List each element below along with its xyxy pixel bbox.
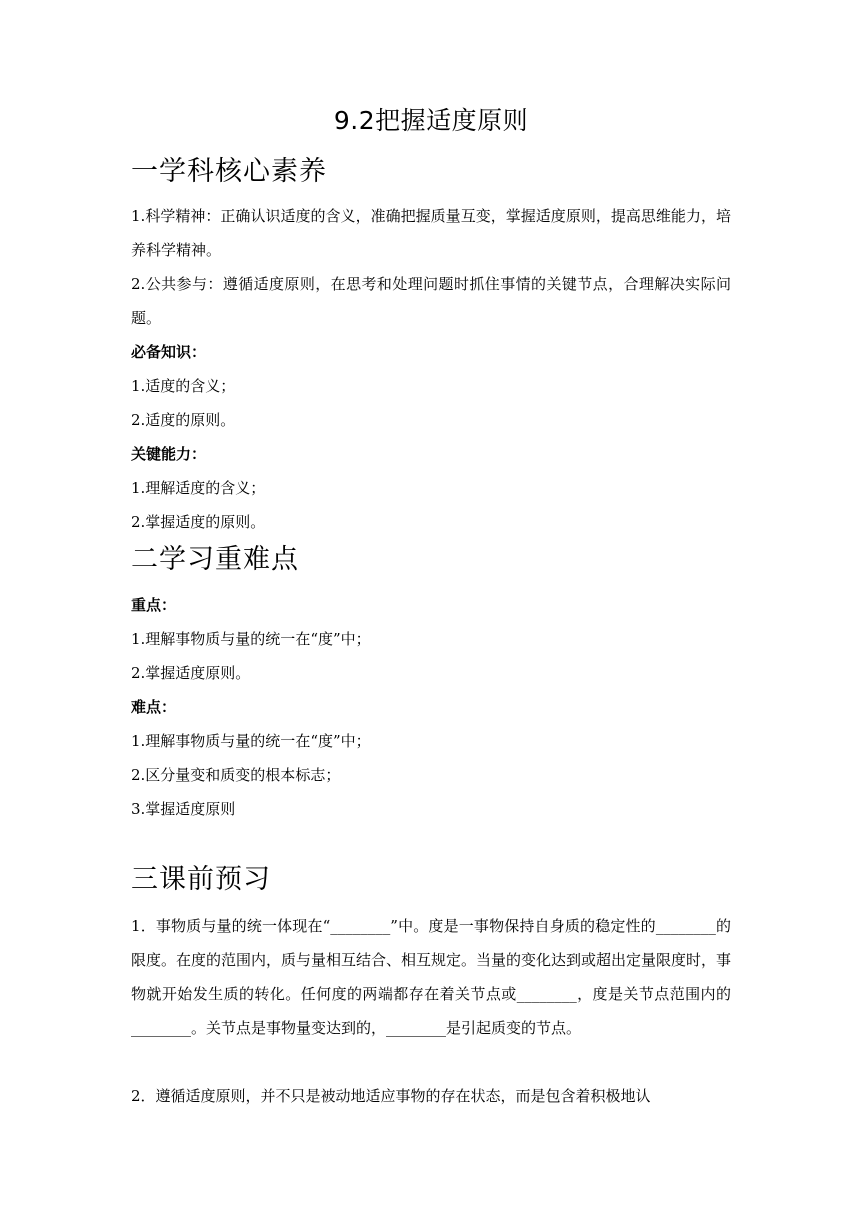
section-heading-key-difficult-points: 二学习重难点	[131, 544, 299, 575]
section-heading-core-literacy: 一学科核心素养	[131, 156, 327, 187]
document-title: 9.2把握适度原则	[333, 106, 529, 135]
list-item: 1.理解事物质与量的统一在“度”中；	[131, 630, 371, 648]
list-item: 2.适度的原则。	[131, 411, 236, 429]
list-item: 2.掌握适度原则。	[131, 664, 251, 682]
paragraph-scientific-spirit: 1.科学精神：正确认识适度的含义，准确把握质量互变，掌握适度原则，提高思维能力，培养科学精神。	[131, 207, 731, 259]
label-required-knowledge: 必备知识：	[131, 343, 207, 361]
label-difficult-points: 难点：	[131, 698, 177, 716]
list-item: 2.区分量变和质变的根本标志；	[131, 766, 341, 784]
list-item: 2.掌握适度的原则。	[131, 513, 266, 531]
list-item: 1.适度的含义；	[131, 377, 236, 395]
paragraph-public-participation: 2.公共参与：遵循适度原则，在思考和处理问题时抓住事情的关键节点，合理解决实际问题。	[131, 275, 731, 327]
label-key-points: 重点：	[131, 596, 177, 614]
list-item: 3.掌握适度原则	[131, 800, 236, 818]
section-heading-preview: 三课前预习	[131, 864, 271, 895]
label-key-ability: 关键能力：	[131, 445, 207, 463]
question-2: 2．遵循适度原则，并不只是被动地适应事物的存在状态，而是包含着积极地认	[131, 1087, 651, 1105]
list-item: 1.理解适度的含义；	[131, 479, 266, 497]
question-1: 1．事物质与量的统一体现在“________”中。度是一事物保持自身质的稳定性的________的限度。在度的范围内，质与量相互结合、相互规定。当量的变化达到或超出定量限度时，事物就开始发生质的转化。任何度的两端都存在着关节点或________，度是关节点范围内的________。关节点是事物量变达到的，________是引起质变的节点。	[131, 917, 732, 1037]
list-item: 1.理解事物质与量的统一在“度”中；	[131, 732, 371, 750]
